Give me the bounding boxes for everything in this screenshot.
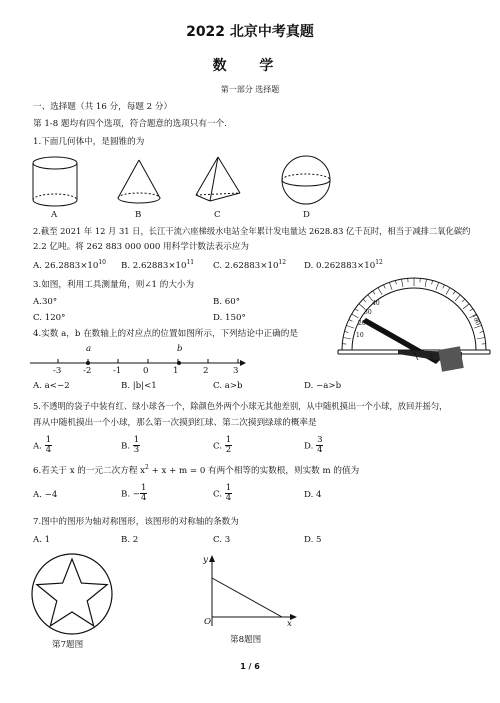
section-instruction: 第 1-8 题均有四个选项，符合题意的选项只有一个. (33, 119, 227, 129)
point-b-label: b (177, 344, 183, 354)
q7-option-c: C. 3 (213, 535, 231, 545)
q5-option-b: B. $\frac{1}{3}$ (121, 435, 140, 456)
q3-stem: 3.如图，利用工具测量角，则∠1 的大小为 (33, 280, 195, 290)
number-line-tick-label: -3 (53, 366, 62, 376)
number-line-tick-label: 0 (143, 366, 149, 376)
section-heading: 一、选择题（共 16 分，每题 2 分） (33, 102, 173, 112)
q8-x-axis-label: x (287, 619, 292, 629)
q5-option-d: D. $\frac{3}{4}$ (304, 435, 323, 456)
number-line-tick-label: 3 (233, 366, 239, 376)
q7-option-b: B. 2 (121, 535, 139, 545)
paper-title: 2022 北京中考真题 (186, 24, 314, 40)
q2-option-a: A. $26.2883\times 10^{10}$ (33, 259, 106, 271)
number-line-tick-label: 2 (203, 366, 209, 376)
q4-option-c: C. a>b (213, 381, 243, 391)
q8-caption: 第8题图 (230, 635, 262, 645)
number-line-tick-label: 1 (173, 366, 179, 376)
q7-option-d: D. 5 (304, 535, 322, 545)
q7-stem: 7.图中的图形为轴对称图形，该图形的对称轴的条数为 (33, 517, 239, 527)
protractor-label-40: 40 (372, 300, 380, 307)
q5-option-c: C. $\frac{1}{2}$ (213, 435, 232, 456)
q1-label-b: B (135, 210, 142, 220)
q3-option-b: B. 60° (213, 297, 241, 307)
q3-option-a: A.30° (33, 297, 58, 307)
q1-label-d: D (303, 210, 310, 220)
q2-option-d: D. $0.262883\times 10^{12}$ (304, 259, 383, 271)
q7-caption: 第7题图 (52, 640, 84, 650)
q8-y-axis-label: y (203, 555, 208, 565)
protractor-label-20: 20 (358, 320, 366, 327)
subject-title: 数 学 (212, 58, 288, 74)
page-number: 1 / 6 (240, 662, 260, 671)
q5-stem-line1: 5.不透明的袋子中装有红、绿小球各一个，除颜色外两个小球无其他差别，从中随机摸出一个小球，放回并摇匀， (33, 401, 448, 411)
q6-option-c: C. $\frac{1}{4}$ (213, 483, 232, 504)
q2-stem-line1: 2.截至 2021 年 12 月 31 日，长江干流六座梯级水电站全年累计发电量达 2628.83 亿千瓦时，相当于减排二氧化碳约 (33, 226, 471, 236)
part-title: 第一部分 选择题 (220, 85, 280, 94)
number-line-tick-label: -2 (83, 366, 92, 376)
q1-stem: 1.下面几何体中，是圆锥的为 (33, 137, 145, 147)
q4-option-b: B. |b|<1 (121, 381, 157, 391)
q6-stem: 6.若关于 x 的一元二次方程 $x^2 + x + m = 0$ 有两个相等的实数根，则实数 m 的值为 (33, 464, 360, 476)
q5-option-a: A. $\frac{1}{4}$ (33, 435, 52, 456)
q4-option-d: D. −a>b (304, 381, 342, 391)
number-line-tick-label: -1 (113, 366, 122, 376)
protractor-label-180: 180 (470, 313, 482, 327)
q2-stem-line2: 2.2 亿吨。将 262 883 000 000 用科学计数法表示应为 (33, 242, 249, 252)
q6-option-d: D. 4 (304, 490, 322, 500)
protractor-label-10: 10 (356, 332, 364, 339)
q8-origin-label: O (204, 617, 212, 627)
q2-option-c: C. $2.62883\times 10^{12}$ (213, 259, 287, 271)
q3-option-c: C. 120° (33, 313, 66, 323)
q1-label-a: A (51, 210, 58, 220)
q6-option-b: B. − $\frac{1}{4}$ (121, 483, 147, 504)
q6-option-a: A. −4 (33, 490, 58, 500)
q3-option-d: D. 150° (213, 313, 246, 323)
q1-label-c: C (214, 210, 221, 220)
protractor-label-30: 30 (364, 309, 372, 316)
q4-stem: 4.实数 a，b 在数轴上的对应点的位置如图所示，下列结论中正确的是 (33, 329, 298, 339)
q5-stem-line2: 再从中随机摸出一个小球，那么第一次摸到红球、第二次摸到绿球的概率是 (33, 418, 317, 428)
q4-option-a: A. a<−2 (33, 381, 70, 391)
q2-option-b: B. $2.62883\times 10^{11}$ (121, 259, 195, 271)
point-a-label: a (86, 344, 92, 354)
q7-option-a: A. 1 (33, 535, 51, 545)
angle-1-label: 1 (430, 353, 434, 360)
